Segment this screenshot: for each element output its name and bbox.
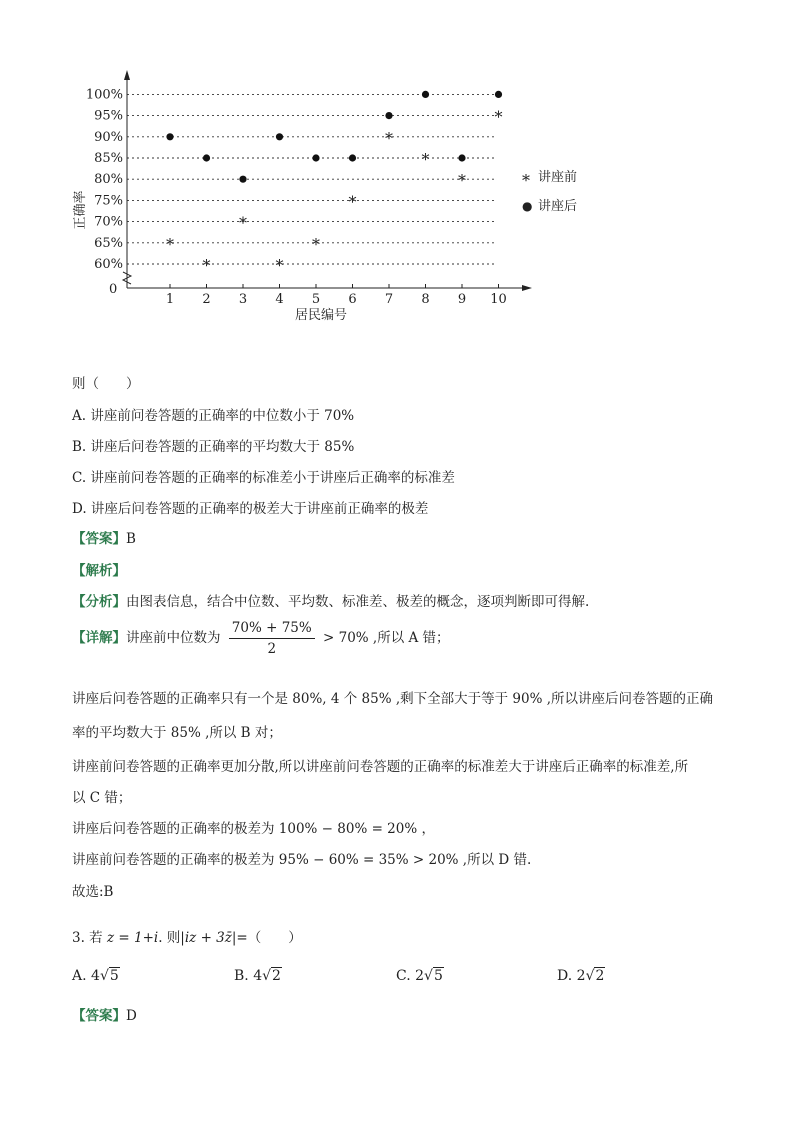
detail-suffix: > 70% ,所以 A 错；: [323, 630, 450, 646]
answer3-line: [72, 1004, 137, 1024]
detail-text-2: 率的平均数大于 85% ,所以 B 对；: [72, 725, 282, 741]
x-tick-label: 10: [490, 292, 507, 307]
legend-label-after: 讲座后: [538, 199, 578, 214]
detail-text-6: 讲座前问卷答题的正确率的极差为 95% − 60% = 35% > 20% ,所以 D 错.: [72, 852, 532, 868]
x-tick-label: 4: [275, 292, 284, 307]
point-after-lecture: [385, 112, 392, 119]
point-after-lecture: [495, 91, 502, 98]
fenxi-line: [72, 590, 589, 610]
y-tick-label: 100%: [85, 87, 123, 103]
answer-line: [72, 527, 136, 547]
y-tick-label: 75%: [94, 193, 123, 209]
answer-value: B: [126, 531, 136, 547]
q3-option-a-letter: A.: [72, 968, 87, 984]
x-tick-label: 8: [421, 292, 430, 307]
detail-text-1: 讲座后问卷答题的正确率只有一个是 80%, 4 个 85% ,剩下全部大于等于 90% ,所以讲座后问卷答题的正确: [72, 691, 714, 707]
point-before-lecture: *: [275, 256, 284, 275]
point-after-lecture: [458, 154, 465, 161]
detail-tag: 【详解】: [72, 630, 126, 646]
q3-prefix: 3. 若: [72, 930, 103, 946]
point-before-lecture: *: [239, 213, 247, 233]
q3-option-c-coef: 2: [415, 968, 425, 984]
y-tick-label: 80%: [94, 172, 123, 188]
y-tick-label: 65%: [94, 235, 123, 251]
legend-label-before: 讲座前: [538, 170, 578, 185]
y-axis-arrow: [124, 70, 130, 80]
fenxi-text: 由图表信息，结合中位数、平均数、标准差、极差的概念，逐项判断即可得解.: [126, 594, 590, 610]
detail-text-3: 讲座前问卷答题的正确率更加分散,所以讲座前问卷答题的正确率的标准差大于讲座后正确率的标准差,所: [72, 759, 689, 775]
analysis-tag: 【解析】: [72, 563, 126, 579]
legend-symbol-before: *: [522, 171, 530, 190]
q3-expression: |iz + 3z̄|: [180, 930, 237, 946]
x-tick-label: 5: [311, 292, 321, 307]
answer3-value: D: [126, 1008, 137, 1024]
y-tick-label: 60%: [94, 257, 123, 272]
q3-option-b-coef: 4: [253, 968, 263, 984]
x-tick-label: 6: [348, 292, 357, 307]
q3-option-d-coef: 2: [576, 968, 586, 984]
q3-option-b: B. 4√2: [234, 968, 281, 984]
option-c: C. 讲座前问卷答题的正确率的标准差小于讲座后正确率的标准差: [72, 470, 455, 486]
y-tick-label: 90%: [94, 129, 123, 145]
axes: [123, 70, 532, 291]
point-before-lecture: *: [202, 256, 211, 275]
point-before-lecture: *: [421, 150, 430, 169]
y-tick-label: 95%: [94, 108, 123, 124]
point-after-lecture: [166, 133, 173, 140]
q3-option-b-letter: B.: [234, 968, 249, 984]
median-fraction: [229, 620, 315, 657]
legend: [522, 169, 577, 214]
q3-suffix: =（ ）: [236, 930, 302, 946]
x-axis-label: 居民编号: [294, 308, 348, 323]
q3-option-a-radicand: 5: [109, 968, 119, 984]
option-b: B. 讲座后问卷答题的正确率的平均数大于 85%: [72, 439, 355, 455]
point-before-lecture: *: [385, 128, 393, 148]
point-after-lecture: [422, 91, 429, 98]
q3-option-b-radicand: 2: [272, 968, 281, 984]
point-after-lecture: [349, 154, 356, 161]
point-before-lecture: *: [458, 171, 466, 191]
point-before-lecture: *: [166, 234, 174, 254]
legend-symbol-after: ●: [522, 199, 533, 213]
x-tick-label: 2: [202, 292, 211, 307]
q3-option-d-letter: D.: [557, 968, 573, 984]
detail-prefix: 讲座前中位数为: [126, 630, 221, 646]
q3-option-a: A. 4√5: [72, 968, 119, 984]
x-tick-label: 9: [457, 292, 467, 307]
q3-option-c: C. 2√5: [396, 968, 443, 984]
detail-line: [72, 620, 450, 657]
fraction-denominator: 2: [267, 641, 277, 657]
question-3: [72, 926, 302, 946]
q3-option-c-radicand: 5: [433, 968, 443, 984]
axis-break: [123, 272, 131, 284]
x-tick-label: 1: [165, 292, 175, 307]
q3-option-d: D. 2√2: [557, 968, 605, 984]
origin-label: 0: [109, 282, 118, 297]
choose-line: 故选:B: [72, 884, 114, 900]
point-after-lecture: [312, 154, 319, 161]
q3-option-d-radicand: 2: [595, 968, 605, 984]
fenxi-tag: 【分析】: [72, 594, 126, 610]
option-a: A. 讲座前问卷答题的正确率的中位数小于 70%: [72, 408, 355, 424]
point-before-lecture: *: [348, 192, 357, 212]
point-before-lecture: *: [312, 234, 320, 254]
tick-labels: [86, 87, 507, 307]
q3-mid: . 则: [158, 930, 181, 946]
x-tick-label: 7: [384, 292, 394, 307]
option-d: D. 讲座后问卷答题的正确率的极差大于讲座前正确率的极差: [72, 501, 429, 517]
question-stem: 则（ ）: [72, 376, 140, 392]
q3-condition: z = 1+i: [106, 930, 159, 946]
y-tick-label: 70%: [94, 214, 123, 230]
answer-tag: 【答案】: [72, 531, 126, 547]
detail-text-4: 以 C 错；: [72, 790, 132, 806]
point-after-lecture: [239, 176, 246, 183]
q3-option-a-coef: 4: [91, 968, 100, 984]
point-after-lecture: [276, 133, 283, 140]
point-after-lecture: [203, 154, 210, 161]
x-axis-arrow: [522, 285, 532, 291]
detail-text-5: 讲座后问卷答题的正确率的极差为 100% − 80% = 20% ，: [72, 821, 435, 837]
data-marks: [166, 91, 503, 275]
fraction-numerator: 70% + 75%: [229, 620, 315, 639]
q3-option-c-letter: C.: [396, 968, 411, 984]
x-tick-label: 3: [238, 292, 248, 307]
y-axis-label: 正确率: [73, 190, 88, 230]
scatter-chart: [60, 58, 620, 328]
point-before-lecture: *: [494, 107, 503, 127]
y-tick-label: 85%: [94, 151, 123, 166]
answer3-tag: 【答案】: [72, 1008, 126, 1024]
